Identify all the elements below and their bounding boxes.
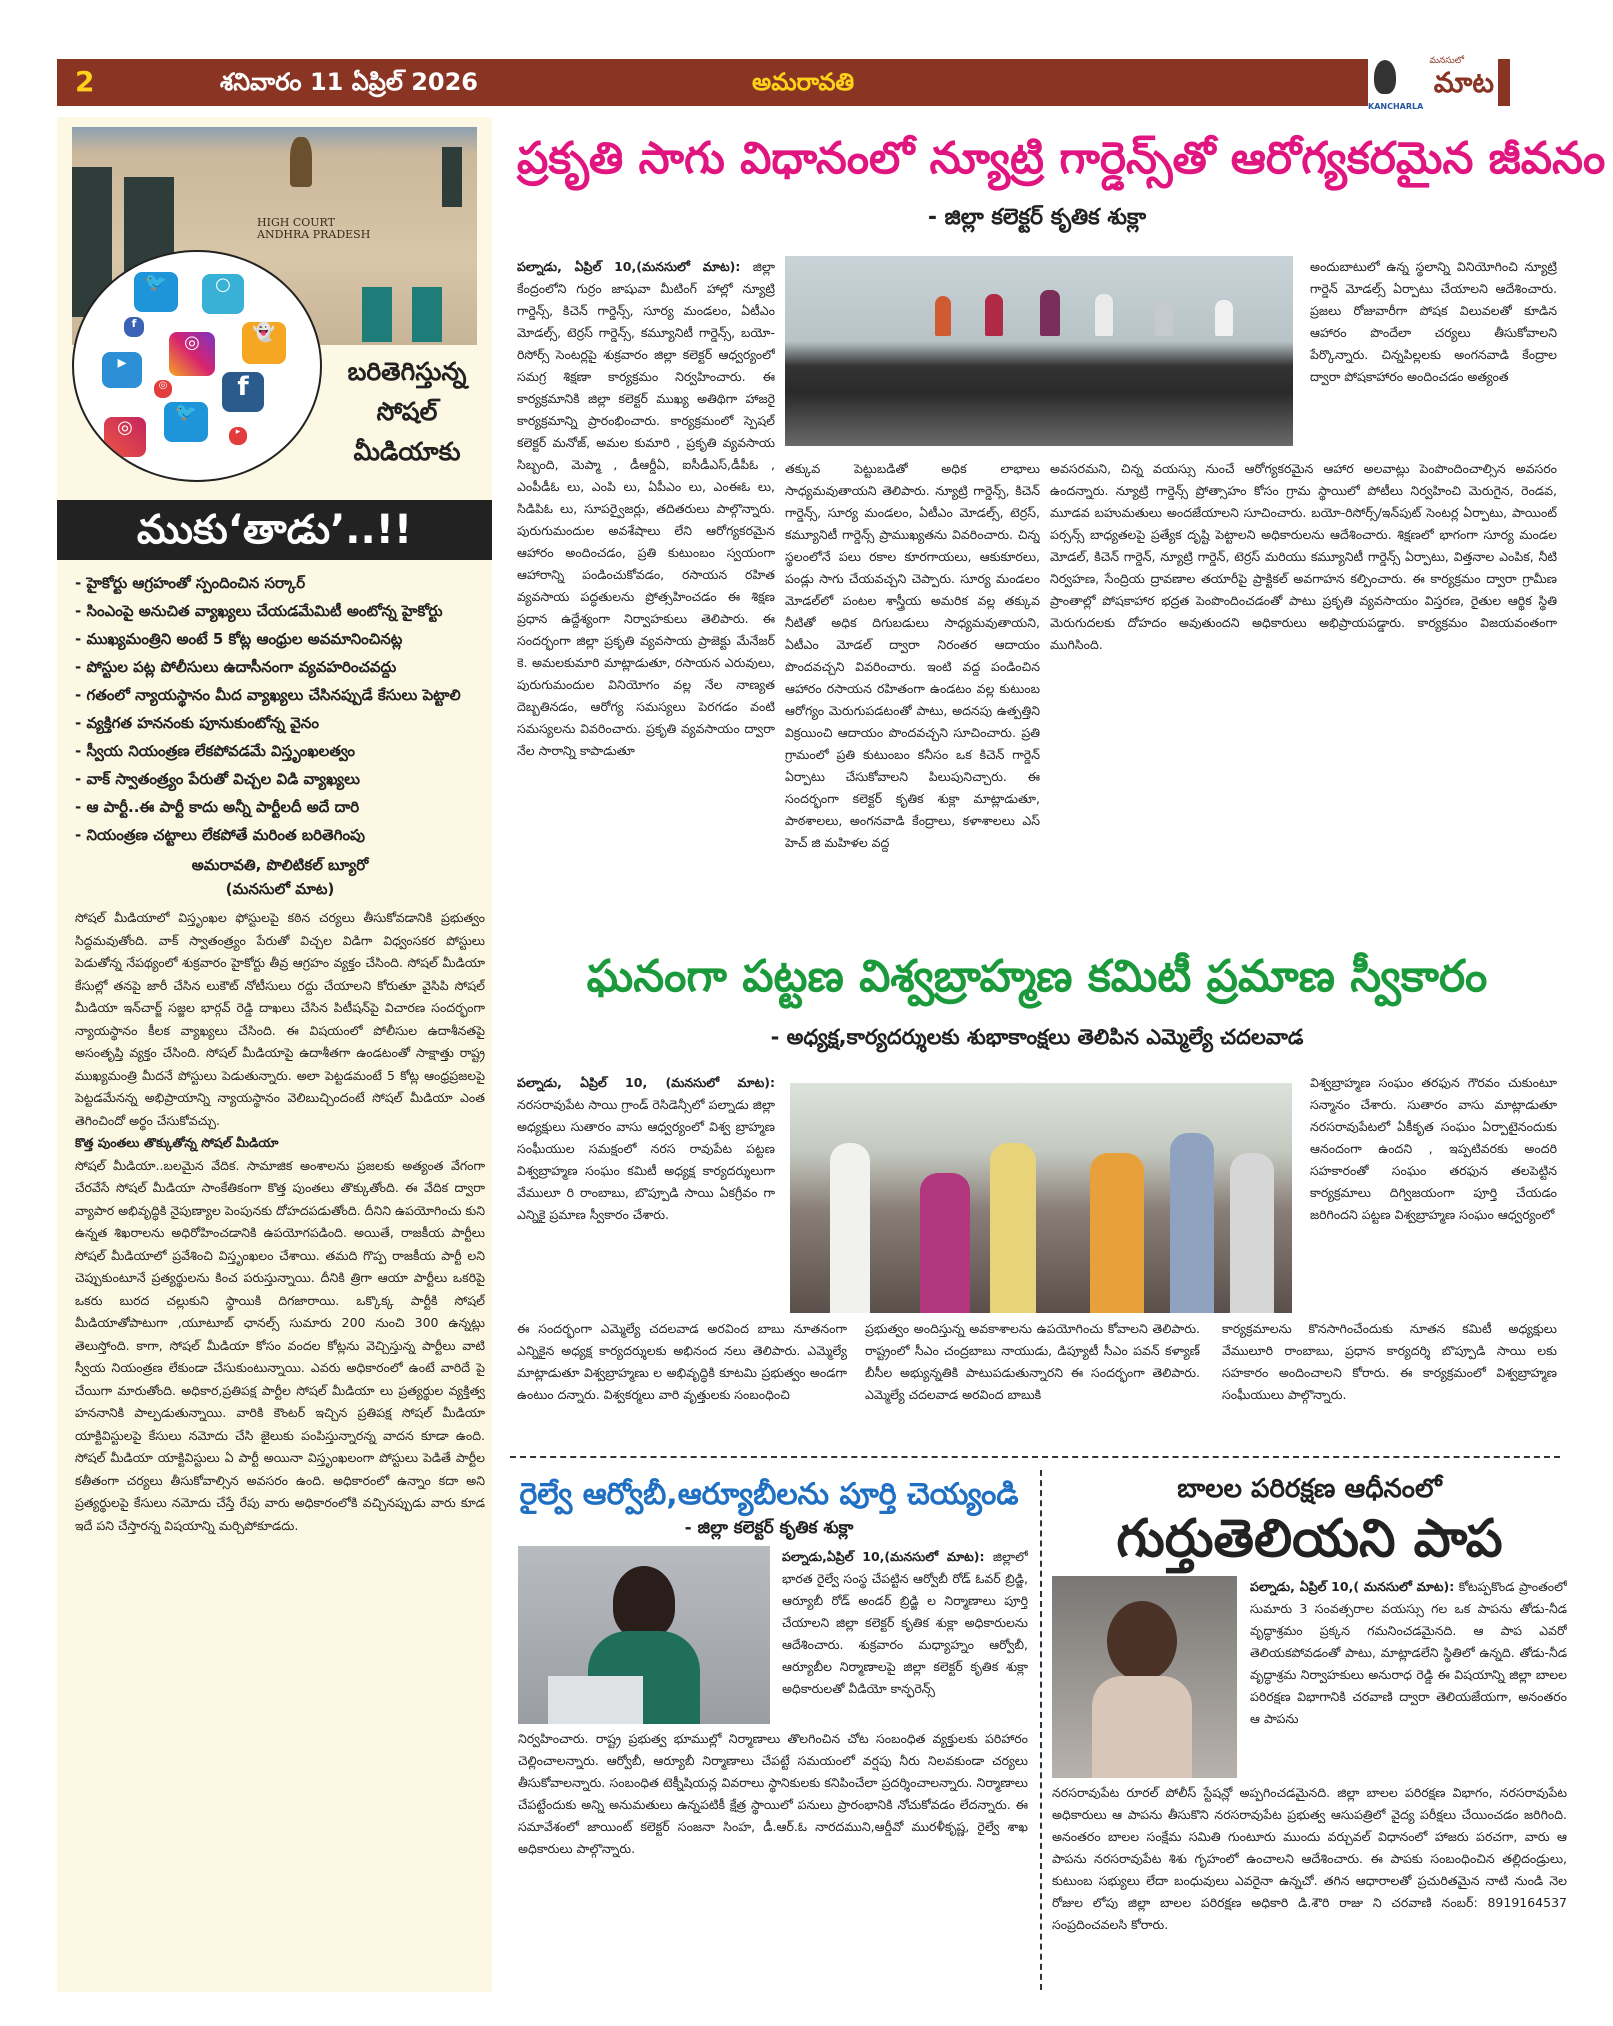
child-photo xyxy=(1052,1576,1237,1778)
logo-name: KANCHARLA xyxy=(1368,102,1424,111)
article3-byline: - జిల్లా కలెక్టర్ కృతిక శుక్లా xyxy=(684,1518,854,1538)
snapchat-icon: 👻 xyxy=(242,322,286,364)
feature-bullets xyxy=(75,569,485,849)
bullet: - ముఖ్యమంత్రిని అంటే 5 కోట్ల ఆంధ్రుల అవమానించినట్ల xyxy=(75,630,403,648)
article2-column: కార్యక్రమాలను కొనసాగించేందుకు నూతన కమిటీ అధ్యక్షులు వేములూరి రాంబాబు, ప్రధాన కార్యదర్శి బొప్పూడి సాయి లకు సహకారం అందించాలని కోరారు. ఈ కార్యక్రమంలో విశ్వబ్రాహ్మణ సంఘీయులు పాల్గొన్నారు. xyxy=(1222,1321,1557,1402)
article2-column: పల్నాడు, ఏప్రిల్ 10, (మనసులో మాట): నరసరావుపేట సాయి గ్రాండ్ రెసిడెన్సీలో పల్నాడు జిల్లా అధ్యక్షులు సుతారం వాసు ఆధ్వర్యంలో విశ్వ బ్రాహ్మణ సంఘీయుల సమక్షంలో నరస రావుపేట పట్టణ విశ్వబ్రాహ్మణ సంఘం కమిటీ అధ్యక్ష కార్యదర్శులుగా వేములూ రి రాంబాబు, బొప్పూడి సాయి ఏకగ్రీవం గా ఎన్నికై ప్రమాణ స్వీకారం చేశారు. xyxy=(517,1075,775,1222)
bullet: - సింఎంపై అనుచిత వ్యాఖ్యలు చేయడమేమిటీ అంటోన్న హైకోర్టు xyxy=(75,602,443,620)
article4-column: నరసరావుపేట రూరల్ పోలీస్ స్టేషన్లో అప్పగించడమైనది. జిల్లా బాలల పరిరక్షణ విభాగం, నరసరావుపేట అధికారులు ఆ పాపను తీసుకొని నరసరావుపేట ప్రభుత్వ ఆసుపత్రిలో వైద్య పరీక్షలు చేయించడం జరిగింది. అనంతరం బాలల సంక్షేమ సమితి గుంటూరు ముందు వర్చువల్ విధానంలో హాజరు పరచగా, వారు ఆ పాపను నరసరావుపేట శిశు గృహంలో ఉంచాలని ఆదేశించారు. ఈ పాపకు సంబంధించిన తల్లిదండ్రులు, కుటుంబ సభ్యులు లేదా బంధువులు ఎవరైనా ఉన్నచో. తగిన ఆధారాలతో ప్రచురితమైన నాటి నుండి నెల రోజుల లోపు జిల్లా బాలల పరిరక్షణ అధికారి డి.శౌరి రాజు ని చరవాణి నంబర్: 8919164537 సంప్రదించవలసి కోరారు. xyxy=(1052,1785,1567,1932)
founder-portrait-icon xyxy=(1374,60,1396,94)
twitter-icon: 🐦 xyxy=(164,402,208,442)
article1-column: అవసరమని, చిన్న వయస్సు నుంచే ఆరోగ్యకరమైన ఆహార అలవాట్లు పెంపొందించాల్సిన అవసరం ఉందన్నారు. న్యూట్రి గార్డెన్స్ ప్రోత్సాహం కోసం గ్రామ స్థాయిలో పోటీలు నిర్వహించి మెరుగైన, రెండవ, మూడవ బహుమతులు అందజేయాలని సూచించారు. బయో-రిసోర్స్/ఇన్‌పుట్ సెంటర్ల ఏర్పాటు, పాయింట్ పర్సన్స్ బాధ్యతలపై ప్రత్యేక దృష్టి పెట్టాలని అధికారులను ఆదేశించారు. శిక్షణలో భాగంగా సూర్య మండల మోడల్, కిచెన్ గార్డెన్, న్యూట్రి గార్డెన్, టెర్రస్ మరియు కమ్యూనిటీ గార్డెన్స్ ఏర్పాటు, విత్తనాల ఎంపిక, నీటి నిర్వహణ, సేంద్రియ ద్రావణాల తయారీపై ప్రాక్టికల్ అవగాహన కల్పించారు. ఈ కార్యక్రమం ద్వారా గ్రామీణ ప్రాంతాల్లో పోషకాహార భద్రత పెంపొందించడంతో పాటు ప్రకృతి వ్యవసాయం విస్తరణ, రైతుల ఆర్థిక స్థితి మెరుగుదలకు దోహదం అవుతుందని అధికారులు అభిప్రాయపడ్డారు. కార్యక్రమం విజయవంతంగా ముగిసింది. xyxy=(1050,461,1557,652)
bullet: - వాక్ స్వాతంత్ర్యం పేరుతో విచ్చల విడి వ్యాఖ్యలు xyxy=(75,770,360,788)
article3-column: నిర్వహించారు. రాష్ట్ర ప్రభుత్వ భూముల్లో నిర్మాణాలు తొలగించిన చోట సంబంధిత వ్యక్తులకు పరిహారం చెల్లించాలన్నారు. ఆర్వోబీ, ఆర్యూబీ నిర్మాణాలు చేపట్టే సమయంలో వర్షపు నీరు నిలవకుండా చర్యలు తీసుకోవాలన్నారు. సంబంధిత టెక్నీషియన్ల వివరాలు స్థానికులకు కనిపించేలా ప్రదర్శించాలన్నారు. నిర్మాణాలు చేపట్టేందుకు అన్ని అనుమతులు ఉన్నపటికీ క్షేత్ర స్థాయిలో పనులు ప్రారంభానికి నోచుకోవడం లేదన్నారు. ఈ సమావేశంలో జాయింట్ కలెక్టర్ సంజనా సింహ, డీ.ఆర్.ఓ నారదముని,ఆర్డీవో మురళీకృష్ణ, రైల్వే శాఖ అధికారులు పాల్గొన్నారు. xyxy=(518,1731,1028,1856)
feature-headline: ముకు‘తాడు’..!! xyxy=(57,500,492,560)
committee-group-photo xyxy=(790,1083,1292,1313)
article3-column: పల్నాడు,ఏప్రిల్ 10,(మనసులో మాట): జిల్లాలో భారత రైల్వే సంస్థ చేపట్టిన ఆర్వోబీ రోడ్ ఓవర్ బ్రిడ్జి, ఆర్యూబీ రోడ్ అండర్ బ్రిడ్జి ల నిర్మాణాలు పూర్తి చేయాలని జిల్లా కలెక్టర్ కృతిక శుక్లా అధికారులను ఆదేశించారు. శుక్రవారం మధ్యాహ్నం ఆర్వోబీ, ఆర్యూబీల నిర్మాణాలపై జిల్లా కలెక్టర్ కృతిక శుక్లా అధికారులతో వీడియో కాన్ఫరెన్స్ xyxy=(782,1549,1028,1696)
bullet: - స్వీయ నియంత్రణ లేకపోవడమే విస్తృంఖలత్వం xyxy=(75,742,356,760)
youtube-icon: ▸ xyxy=(229,427,247,445)
article1-byline: - జిల్లా కలెక్టర్ కృతిక శుక్లా xyxy=(927,205,1147,230)
emblem-icon xyxy=(290,137,312,187)
instagram-icon: ◎ xyxy=(154,380,172,398)
article4 xyxy=(1052,1472,1567,1990)
article2-column: ఈ సందర్భంగా ఎమ్మెల్యే చదలవాడ అరవింద బాబు నూతనంగా ఎన్నికైన అధ్యక్ష కార్యదర్శులకు అభినంద నలు తెలిపారు. ఎమ్మెల్యే మాట్లాడుతూ విశ్వబ్రాహ్మణు ల అభివృద్ధికి కూటమి ప్రభుత్వం అండగా ఉంటుం దన్నారు. విశ్వకర్మలు వారి వృత్తులకు సంబంధించి xyxy=(517,1321,847,1402)
feature-byline: అమరావతి, పొలిటికల్ బ్యూరో (మనసులో మాట) xyxy=(191,856,369,898)
bullet: - హైకోర్టు ఆగ్రహంతో స్పందించిన సర్కార్ xyxy=(75,574,306,592)
feature-kicker: బరితెగిస్తున్న సోషల్ మీడియాకు xyxy=(347,357,467,466)
bullet: - పోస్టుల పట్ల పోలీసులు ఉదాసీనంగా వ్యవహరించవద్దు xyxy=(75,658,397,676)
feature-subhead: కొత్త పుంతలు తొక్కుతోన్న సోషల్ మీడియా xyxy=(75,1135,279,1150)
bullet: - గతంలో న్యాయస్థానం మీద వ్యాఖ్యలు చేసినప్పుడే కేసులు పెట్టాలి xyxy=(75,686,461,704)
feature-text-flow xyxy=(75,569,485,1979)
high-court-sign: HIGH COURT ANDHRA PRADESH xyxy=(257,216,371,241)
article2-column: విశ్వబ్రాహ్మణ సంఘం తరఫున గౌరవం చుకుంటూ సన్మానం చేశారు. సుతారం వాసు మాట్లాడుతూ నరసరావుపేటలో ఏకీకృత సంఘం ఏర్పాటైనందుకు ఆనందంగా ఉందని , ఇప్పటివరకు అందరి సహకారంతో సంఘం తరఫున తలపెట్టిన కార్యక్రమాలు దిగ్విజయంగా పూర్తి చేయడం జరిగిందని పట్టణ విశ్వబ్రాహ్మణ సంఘం ఆధ్వర్యంలో xyxy=(1310,1075,1557,1222)
social-media-icons-graphic xyxy=(72,250,322,482)
collector-photo xyxy=(518,1546,770,1724)
article2-headline: ఘనంగా పట్టణ విశ్వబ్రాహ్మణ కమిటీ ప్రమాణ స్వీకారం xyxy=(586,951,1488,1002)
page-number: 2 xyxy=(75,65,95,98)
facebook-icon: f xyxy=(124,317,144,337)
meeting-photo xyxy=(785,256,1293,446)
article1-column: తక్కువ పెట్టుబడితో అధిక లాభాలు సాధ్యమవుతాయని తెలిపారు. న్యూట్రి గార్డెన్స్, కిచెన్ గార్డెన్స్, సూర్య మండలం, ఏటీఎం మోడల్స్, టెర్రస్, కమ్యూనిటీ గార్డెన్స్ ప్రాముఖ్యతను వివరించారు. చిన్న స్థలంలోనే పలు రకాల కూరగాయలు, ఆకుకూరలు, పండ్లు సాగు చేయవచ్చని చెప్పారు. సూర్య మండలం మోడల్‌లో పంటల శాస్త్రీయ అమరిక వల్ల తక్కువ నీటితో అధిక దిగుబడులు సాధ్యమవుతాయని, ఏటీఎం మోడల్ ద్వారా నిరంతర ఆదాయం పొందవచ్చని వివరించారు. ఇంటి వద్ద పండించిన ఆహారం రసాయన రహితంగా ఉండటం వల్ల కుటుంబ ఆరోగ్యం మెరుగుపడటంతో పాటు, అదనపు ఉత్పత్తిని విక్రయించి ఆదాయం పొందవచ్చని సూచించారు. ప్రతి గ్రామంలో ప్రతి కుటుంబం కనీసం ఒక కిచెన్ గార్డెన్ ఏర్పాటు చేసుకోవాలని పిలుపునిచ్చారు. ఈ సందర్భంగా కలెక్టర్ కృతిక శుక్లా మాట్లాడుతూ, పాఠశాలలు, అంగనవాడి కేంద్రాలు, కళాశాలలు ఎస్ హెచ్ జి మహిళల వద్ద xyxy=(785,461,1040,850)
column-divider xyxy=(1040,1470,1042,1990)
article1-headline: ప్రకృతి సాగు విధానంలో న్యూట్రి గార్డెన్స్‌తో ఆరోగ్యకరమైన జీవనం xyxy=(517,133,1606,184)
masthead-bar xyxy=(57,59,1510,106)
twitter-icon: 🐦 xyxy=(134,272,178,312)
bullet: - ఆ పార్టీ..ఈ పార్టీ కాదు అన్నీ పార్టీలదీ అదే దారి xyxy=(75,798,360,816)
issue-date: శనివారం 11 ఏప్రిల్ 2026 xyxy=(220,68,479,96)
article1-column: పల్నాడు, ఏప్రిల్ 10,(మనసులో మాట): జిల్లా కేంద్రంలోని గుర్రం జాషువా మీటింగ్ హాల్లో న్యూట్రి గార్డెన్స్, కిచెన్ గార్డెన్స్, సూర్య మండలం, ఏటీఎం మోడల్స్, టెర్రస్ గార్డెన్స్, కమ్యూనిటీ గార్డెన్స్, బయో-రిసోర్స్ సెంటర్లపై శుక్రవారం జిల్లా కలెక్టర్ ఆధ్వర్యంలో సమగ్ర శిక్షణా కార్యక్రమం నిర్వహించారు. ఈ కార్యక్రమానికి జిల్లా కలెక్టర్ ముఖ్య అతిథిగా హాజరై కార్యక్రమాన్ని ప్రారంభించారు. కార్యక్రమంలో స్పెషల్ కలెక్టర్ మనోజ్, అమల కుమారి , ప్రకృతి వ్యవసాయ సిబ్బంది, మెప్మా , డీఆర్డీఏ, ఐసీడీఎస్,డీపీఓ , ఎంపీడీఓ లు, ఎంపి లు, ఏపీఎం లు, ఎంఈఓ లు, సిడిపిఓ లు, సూపర్వైజర్లు, తదితరులు పాల్గొన్నారు. పురుగుమందుల అవశేషాలు లేని ఆరోగ్యకరమైన ఆహారం అందించడం, ప్రతి కుటుంబం స్వయంగా ఆహారాన్ని పండించుకోవడం, రసాయన రహిత వ్యవసాయ పద్ధతులను ప్రోత్సహించడం ఈ శిక్షణ ప్రధాన ఉద్దేశ్యంగా నిర్వాహకులు తెలిపారు. ఈ సందర్భంగా జిల్లా ప్రకృతి వ్యవసాయ ప్రాజెక్టు మేనేజర్ కె. అమలకుమారి మాట్లాడుతూ, రసాయన ఎరువులు, పురుగుమందుల వినియోగం వల్ల నేల నాణ్యత దెబ్బతినడం, ఆరోగ్య సమస్యలు పెరగడం వంటి సమస్యలను వివరించారు. ప్రకృతి వ్యవసాయం ద్వారా నేల సారాన్ని కాపాడుతూ xyxy=(517,259,775,758)
facebook-icon: f xyxy=(222,372,264,412)
article1-column: అందుబాటులో ఉన్న స్థలాన్ని వినియోగించి న్యూట్రి గార్డెన్ మోడల్స్ ఏర్పాటు చేయాలని ఆదేశించారు. ప్రజలు రోజువారీగా పోషక విలువలతో కూడిన ఆహారం పొందేలా చర్యలు తీసుకోవాలని పేర్కొన్నారు. చిన్నపిల్లలకు అంగనవాడి కేంద్రాల ద్వారా పోషకాహారం అందించడం అత్యంత xyxy=(1310,259,1557,384)
article2-byline: - అధ్యక్ష,కార్యదర్శులకు శుభాకాంక్షలు తెలిపిన ఎమ్మెల్యే చదలవాడ xyxy=(770,1025,1304,1049)
edition-name: అమరావతి xyxy=(752,68,855,96)
youtube-icon: ▸ xyxy=(102,352,142,388)
article4-lead-row xyxy=(1052,1576,1567,1778)
article4-headline: గుర్తుతెలియని పాప xyxy=(1116,1509,1503,1569)
instagram-icon: ◎ xyxy=(104,417,146,457)
section-divider xyxy=(510,1456,1560,1458)
instagram-icon: ◎ xyxy=(169,332,215,376)
newspaper-logo xyxy=(1368,56,1498,112)
bullet: - నియంత్రణ చట్టాలు లేకపోతే మరింత బరితెగింపు xyxy=(75,826,366,844)
article4-kicker: బాలల పరిరక్షణ ఆధీనంలో xyxy=(1177,1474,1442,1504)
bullet: - వ్యక్తిగత హననంకు పూనుకుంటోన్న వైనం xyxy=(75,714,319,732)
article3 xyxy=(510,1476,1028,1990)
feature-body: సోషల్ మీడియాలో విస్తృంఖల ఫోస్టులపై కఠిన చర్యలు తీసుకోవడానికి ప్రభుత్వం సిద్దమవుతోంది. వాక్ స్వాతంత్ర్యం పేరుతో విచ్చల విడిగా విధ్వంసకర పోస్టులు పెడుతోన్న నేపథ్యంలో శుక్రవారం హైకోర్టు తీవ్ర ఆగ్రహం వ్యక్తం చేసింది. సోషల్ మీడియా కేసుల్లో తనపై జారీ చేసిన లుకౌట్ నోటీసులు రద్దు చేయాలని కోరుతూ వైసిపి సోషల్ మీడియా ఇన్‌చార్జ్ సజ్జల భార్గవ్ రెడ్డి దాఖలు చేసిన పిటీషన్‌పై విచారణ సందర్భంగా న్యాయస్థానం కీలక వ్యాఖ్యలు చేసింది. ఈ విషయంలో పోలీసుల ఉదాశీనతపై అసంతృప్తి వ్యక్తం చేసింది. సోషల్ మీడియాపై ఉదాశీతగా ఉండటంతో సాక్షాత్తు రాష్ట్ర ముఖ్యమంత్రి మీదనే పోస్టులు పెడుతున్నారు. అలా పెట్టడమంటే 5 కోట్ల ఆంధ్రప్రజలపై పెట్టడమేనన్న అభిప్రాయాన్ని న్యాయస్థానం వెలిబుచ్చిందంటే సోషల్ మీడియా ఎంత తెగించిందో అర్థం చేసుకోవచ్చు. కొత్త పుంతలు తొక్కుతోన్న సోషల్ మీడియా సోషల్ మీడియా..బలమైన వేదిక. సామాజిక అంశాలను ప్రజలకు అత్యంత వేగంగా చేరవేసే సోషల్ మీడియా సాంకేతికంగా కొత్త పుంతలు తొక్కుతోంది. ఈ వేదిక ద్వారా వ్యాపార అభివృద్ధికి నైపుణ్యాల పెంపునకు దోహదపడుతోంది. దీనిని ఉపయోగించు కుని ఉన్నత శిఖరాలను అధిరోహించడానికి ఉపయోగపడింది. అయితే, రాజకీయ పార్టీలు సోషల్ మీడియాలో ప్రవేశించి విస్తృంఖలం చేశాయి. తమది గొప్ప రాజకీయ పార్టీ లని చెప్పుకుంటూనే ప్రత్యర్థులను కించ పరుస్తున్నాయి. దీనికి త్రిగా ఆయా పార్టీలు ఒకరిపై ఒకరు బురద చల్లుకుని స్థాయికి దిగజారాయి. ఒక్కొక్క పార్టీకి సోషల్ మీడియాతోపాటుగా ,యూటూబ్ ఛానల్స్ సుమారు 200 నుంచి 300 ఉన్నట్లు తెలుస్తోంది. కాగా, సోషల్ మీడియా కోసం వందల కోట్లను వెచ్చిస్తున్న పార్టీలు వాటి స్వీయ నియంత్రణ లేకుండా చేసుకుంటున్నాయి. ఎవరు అధికారంలో ఉంటే వారిదే పై చేయిగా మారుతోంది. అధికార,ప్రతిపక్ష పార్టీల సోషల్ మీడియా లు ప్రత్యర్థుల వ్యక్తిత్వ హననానికి పాల్పడుతున్నాయి. వారికి కౌంటర్ ఇచ్చిన ప్రతిపక్ష సోషల్ మీడియా యాక్టివిస్టులపై కేసులు నమోదు చేసి జైలుకు పంపిస్తున్నారన్న వాదన కూడా ఉంది. సోషల్ మీడియా యాక్టివిస్టులు ఏ పార్టీ అయినా విస్తృంఖలంగా పోస్టులు పెడితే పార్టీల కతీతంగా చర్యలు తీసుకోవాల్సిన అవసరం ఉంది. అధికారంలో ఉన్నాం కదా అని ప్రత్యర్థులపై కేసులు నమోదు చేస్తే రేపు వారు అధికారంలోకి వచ్చినప్పుడు వారు కూడ ఇదే పని చేస్తారన్న విషయాన్ని మర్చిపోకూడదు. xyxy=(75,910,485,1533)
logo-title: మాట xyxy=(1433,66,1494,99)
chat-icon: ○ xyxy=(202,274,244,314)
article2-column: ప్రభుత్వం అందిస్తున్న అవకాశాలను ఉపయోగించు కోవాలని తెలిపారు. రాష్ట్రంలో సీఎం చంద్రబాబు నాయుడు, డిప్యూటీ సీఎం పవన్ కళ్యాణ్ బీసీల అభ్యున్నతికి పాటుపడుతున్నారని ఈ సందర్భంగా తెలిపారు. ఎమ్మెల్యే చదలవాడ అరవింద బాబుకి xyxy=(865,1321,1200,1402)
article4-column: పల్నాడు, ఏప్రిల్ 10,( మనసులో మాట): కోటప్పకొండ ప్రాంతంలో సుమారు 3 సంవత్సరాల వయస్సు గల ఒక పాపను తోడు-నీడ వృద్ధాశ్రమం ప్రక్కన గమనించడమైనది. ఆ పాప ఎవరో తెలియకపోవడంతో పాటు, మాట్లాడలేని స్థితిలో ఉన్నది. తోడు-నీడ వృద్ధాశ్రమ నిర్వాహకులు అనురాధ రెడ్డి ఈ విషయాన్ని జిల్లా బాలల పరిరక్షణ విభాగానికి చరవాణి ద్వారా తెలియజేయగా, అనంతరం ఆ పాపను xyxy=(1250,1579,1567,1726)
logo-small: మనసులో xyxy=(1429,56,1464,66)
article3-lead-row xyxy=(510,1546,1028,1724)
social-media-feature xyxy=(57,117,492,1992)
article3-headline: రైల్వే ఆర్వోబీ,ఆర్యూబీలను పూర్తి చెయ్యండి xyxy=(519,1477,1019,1512)
